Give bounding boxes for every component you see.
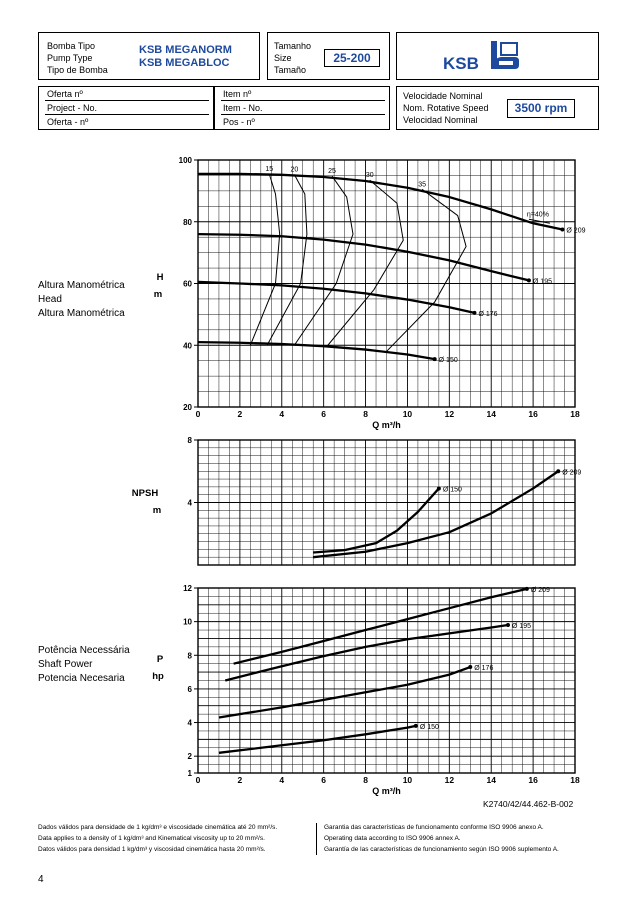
footer-left-en: Data applies to a density of 1 kg/dm³ and Kinematical viscosity up to 20 mm²/s. — [38, 835, 265, 842]
y-axis-label: P — [156, 654, 164, 665]
pump-type-label-es: Tipo de Bomba — [47, 65, 108, 75]
pump-type-label-pt: Bomba Tipo — [47, 41, 96, 51]
x-tick-label: 16 — [528, 409, 538, 419]
chart-0 — [194, 160, 575, 407]
series-line — [234, 589, 527, 664]
x-tick-label: 2 — [237, 409, 243, 419]
offer-label-pt: Oferta nº — [47, 89, 83, 99]
series-line — [313, 471, 558, 557]
x-tick-label: 10 — [402, 409, 413, 419]
efficiency-label: 20 — [290, 166, 299, 174]
x-tick-label: 16 — [528, 775, 538, 785]
efficiency-label: 25 — [328, 168, 336, 176]
x-tick-label: 4 — [279, 409, 285, 419]
y-tick-label: 60 — [183, 279, 192, 289]
x-tick-label: 8 — [363, 409, 368, 419]
series-line — [198, 234, 529, 280]
y-tick-label: 4 — [187, 498, 192, 508]
y-axis-label: NPSH — [131, 488, 159, 499]
series-end-marker — [560, 227, 564, 231]
series-line — [198, 174, 562, 230]
x-tick-label: 0 — [195, 409, 201, 419]
series-line — [198, 342, 435, 359]
pump-model-1: KSB MEGANORM — [139, 44, 232, 56]
x-tick-label: 2 — [237, 775, 243, 785]
speed-value: 3500 rpm — [507, 99, 575, 118]
chart-2 — [194, 587, 575, 773]
item-label-es: Pos - nº — [223, 117, 255, 127]
series-end-marker — [468, 665, 472, 669]
footer-left-pt: Dados válidos para densidade de 1 kg/dm³ e viscosidade cinemática até 20 mm²/s. — [38, 824, 278, 831]
y-tick-label: 1 — [187, 769, 192, 778]
series-end-marker — [506, 623, 510, 627]
item-label-pt: Item nº — [223, 89, 252, 99]
x-tick-label: 14 — [486, 409, 496, 419]
head-label-es: Altura Manométrica — [38, 308, 125, 319]
series-label: Ø 195 — [532, 278, 553, 286]
size-label-es: Tamaño — [274, 65, 307, 75]
x-tick-label: 4 — [279, 775, 285, 785]
y-tick-label: 8 — [187, 436, 192, 445]
series-label: Ø 209 — [566, 227, 586, 235]
power-label-en: Shaft Power — [38, 659, 93, 670]
series-label: Ø 209 — [562, 469, 582, 477]
item-label-en: Item - No. — [223, 103, 263, 113]
footer-left-es: Datos válidos para densidad 1 kg/dm³ y viscosidad cinemática hasta 20 mm²/s. — [38, 846, 266, 853]
y-tick-label: 4 — [187, 718, 192, 728]
efficiency-label: 30 — [365, 172, 374, 180]
x-tick-label: 18 — [570, 775, 580, 785]
x-axis-label: Q m³/h — [372, 420, 401, 430]
y-tick-label: 10 — [183, 617, 192, 627]
efficiency-label: 35 — [418, 181, 427, 189]
y-axis-label: m — [152, 505, 162, 516]
x-tick-label: 0 — [195, 775, 201, 785]
offer-label-es: Oferta - nº — [47, 117, 89, 127]
series-end-marker — [437, 486, 441, 490]
efficiency-label: 15 — [265, 165, 274, 173]
footer-right-es: Garantía de las características de funcionamiento según ISO 9906 suplemento A. — [324, 846, 559, 853]
pump-model-2: KSB MEGABLOC — [139, 57, 230, 69]
y-tick-label: 2 — [187, 752, 192, 762]
speed-label-pt: Velocidade Nominal — [403, 91, 483, 101]
series-end-marker — [472, 311, 476, 315]
y-tick-label: 40 — [183, 341, 192, 351]
x-tick-label: 6 — [321, 775, 327, 785]
x-tick-label: 6 — [321, 409, 327, 419]
head-label-pt: Altura Manométrica — [38, 280, 125, 291]
series-end-marker — [556, 469, 560, 473]
footer-right-en: Operating data according to ISO 9906 annex A. — [324, 835, 461, 842]
brand-text: KSB — [443, 54, 479, 73]
series-end-marker — [414, 724, 418, 728]
doc-code: K2740/42/44.462-B-002 — [483, 799, 574, 809]
y-axis-label: m — [153, 289, 163, 300]
x-tick-label: 18 — [570, 409, 580, 419]
y-tick-label: 12 — [183, 584, 192, 593]
x-tick-label: 8 — [363, 775, 368, 785]
y-tick-label: 8 — [187, 651, 192, 661]
series-label: Ø 150 — [419, 723, 439, 731]
size-label-pt: Tamanho — [274, 41, 312, 51]
y-tick-label: 80 — [183, 217, 192, 227]
series-label: Ø 176 — [478, 310, 498, 318]
footer-right-pt: Garantia das características de funcionamento conforme ISO 9906 anexo A. — [324, 824, 544, 831]
page-number: 4 — [38, 874, 44, 885]
y-tick-label: 20 — [183, 403, 192, 412]
x-axis-label: Q m³/h — [372, 786, 401, 796]
size-label-en: Size — [274, 53, 292, 63]
series-label: Ø 195 — [511, 623, 532, 630]
x-tick-label: 14 — [486, 775, 496, 785]
speed-label-es: Velocidad Nominal — [403, 115, 478, 125]
series-end-marker — [525, 587, 529, 591]
efficiency-curve — [250, 174, 279, 345]
series-label: Ø 150 — [442, 486, 462, 494]
size-value: 25-200 — [324, 49, 380, 67]
power-label-pt: Potência Necessária — [38, 645, 130, 656]
y-tick-label: 100 — [178, 156, 192, 165]
efficiency-label: η=40% — [526, 211, 549, 219]
speed-label-en: Nom. Rotative Speed — [403, 103, 489, 113]
chart-1 — [194, 440, 575, 565]
series-label: Ø 150 — [438, 357, 458, 365]
x-tick-label: 12 — [444, 775, 455, 785]
series-end-marker — [527, 278, 531, 282]
series-end-marker — [433, 357, 437, 361]
footer-divider — [316, 823, 317, 855]
y-axis-label: H — [156, 272, 164, 283]
y-tick-label: 6 — [187, 684, 192, 694]
series-label: Ø 209 — [530, 586, 550, 594]
offer-label-en: Project - No. — [47, 103, 98, 113]
head-label-en: Head — [38, 294, 62, 305]
efficiency-curve — [267, 175, 307, 346]
pump-type-label-en: Pump Type — [47, 53, 93, 63]
x-tick-label: 10 — [402, 775, 413, 785]
y-axis-label: hp — [152, 671, 164, 682]
power-label-es: Potencia Necesaria — [38, 673, 125, 684]
x-tick-label: 12 — [444, 409, 455, 419]
series-label: Ø 176 — [474, 665, 494, 673]
